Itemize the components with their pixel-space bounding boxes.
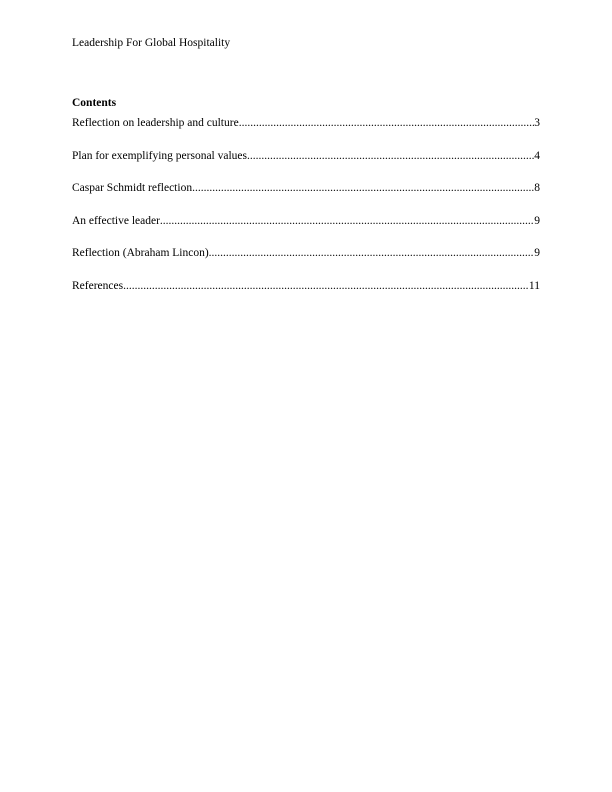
toc-page-number: 11 <box>528 279 540 292</box>
toc-entry-plan-personal-values[interactable] <box>72 149 540 163</box>
toc-dot-leader <box>247 149 534 163</box>
toc-entry-title: Plan for exemplifying personal values <box>72 149 248 162</box>
toc-entry-title: Reflection on leadership and culture <box>72 117 239 129</box>
toc-page-number: 4 <box>534 149 540 162</box>
toc-page-number: 3 <box>534 117 540 129</box>
toc-page-number: 9 <box>534 247 540 260</box>
toc-dot-leader <box>209 246 535 260</box>
toc-entry-reflection-abraham-lincon[interactable] <box>72 246 540 260</box>
toc-dot-leader <box>123 279 529 293</box>
toc-entry-title: References <box>72 279 124 292</box>
running-header: Leadership For Global Hospitality <box>72 37 231 49</box>
toc-page-number: 9 <box>534 214 540 227</box>
toc-entry-title: Caspar Schmidt reflection <box>72 182 193 195</box>
toc-heading: Contents <box>72 97 117 109</box>
toc-dot-leader <box>239 116 535 130</box>
toc-entry-caspar-schmidt[interactable] <box>72 181 540 195</box>
toc-entry-title: An effective leader <box>72 214 160 227</box>
toc-entry-references[interactable] <box>72 279 540 293</box>
toc-entry-effective-leader[interactable] <box>72 214 540 228</box>
toc-entry-title: Reflection (Abraham Lincon) <box>72 247 209 260</box>
toc-dot-leader <box>192 181 534 195</box>
table-of-contents <box>72 116 540 312</box>
toc-entry-reflection-leadership-culture[interactable] <box>72 116 540 130</box>
toc-page-number: 8 <box>534 182 540 195</box>
toc-dot-leader <box>160 214 534 228</box>
